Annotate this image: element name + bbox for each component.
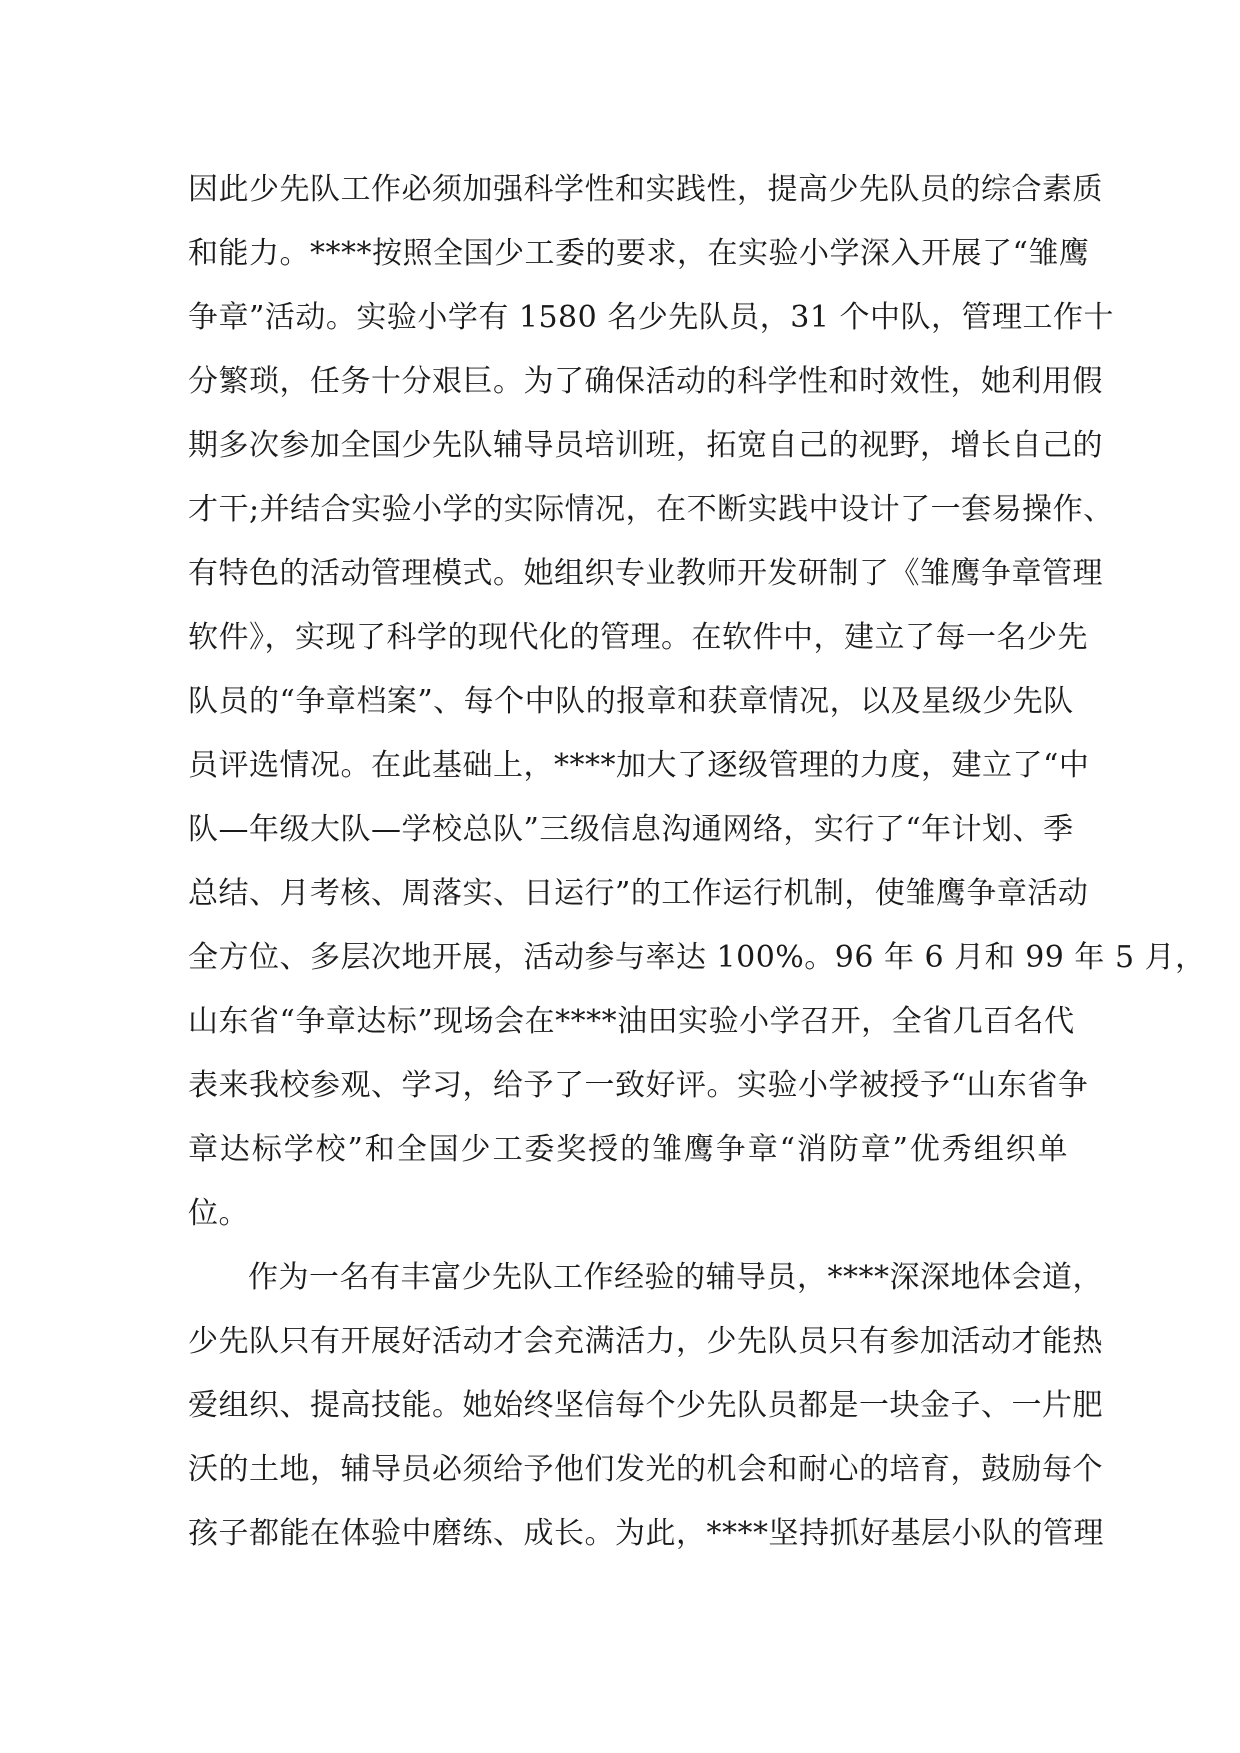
- text-line: 和能力。****按照全国少工委的要求，在实验小学深入开展了“雏鹰: [188, 236, 1090, 271]
- text-line: 队员的“争章档案”、每个中队的报章和获章情况，以及星级少先队: [188, 684, 1074, 719]
- text-line: 才干;并结合实验小学的实际情况，在不断实践中设计了一套易操作、: [188, 492, 1114, 527]
- text-line: 孩子都能在体验中磨练、成长。为此，****坚持抓好基层小队的管理: [188, 1516, 1104, 1551]
- body-text: [188, 158, 1206, 1566]
- text-line: 因此少先队工作必须加强科学性和实践性，提高少先队员的综合素质: [188, 172, 1103, 207]
- paragraph-1: [188, 158, 1206, 1246]
- text-line: 章达标学校”和全国少工委奖授的雏鹰争章“消防章”优秀组织单: [188, 1132, 1068, 1167]
- text-line: 队—年级大队—学校总队”三级信息沟通网络，实行了“年计划、季: [188, 812, 1074, 847]
- text-line: 软件》，实现了科学的现代化的管理。在软件中，建立了每一名少先: [188, 620, 1088, 655]
- text-line: 员评选情况。在此基础上，****加大了逐级管理的力度，建立了“中: [188, 748, 1090, 783]
- text-line: 总结、月考核、周落实、日运行”的工作运行机制，使雏鹰争章活动: [188, 876, 1089, 911]
- text-line: 作为一名有丰富少先队工作经验的辅导员，****深深地体会道，: [248, 1260, 1103, 1295]
- text-line: 少先队只有开展好活动才会充满活力，少先队员只有参加活动才能热: [188, 1324, 1103, 1359]
- text-line: 山东省“争章达标”现场会在****油田实验小学召开，全省几百名代: [188, 1004, 1075, 1039]
- text-line: 位。: [188, 1196, 249, 1231]
- text-line: 分繁琐，任务十分艰巨。为了确保活动的科学性和时效性，她利用假: [188, 364, 1103, 399]
- text-line: 沃的土地，辅导员必须给予他们发光的机会和耐心的培育，鼓励每个: [188, 1452, 1103, 1487]
- text-line: 期多次参加全国少先队辅导员培训班，拓宽自己的视野，增长自己的: [188, 428, 1103, 463]
- text-line: 爱组织、提高技能。她始终坚信每个少先队员都是一块金子、一片肥: [188, 1388, 1103, 1423]
- paragraph-2: [188, 1246, 1104, 1566]
- text-line: 争章”活动。实验小学有 1580 名少先队员，31 个中队，管理工作十: [188, 300, 1114, 335]
- text-line: 有特色的活动管理模式。她组织专业教师开发研制了《雏鹰争章管理: [188, 556, 1103, 591]
- text-line: 表来我校参观、学习，给予了一致好评。实验小学被授予“山东省争: [188, 1068, 1089, 1103]
- text-line: 全方位、多层次地开展，活动参与率达 100%。96 年 6 月和 99 年 5 月，: [188, 940, 1206, 975]
